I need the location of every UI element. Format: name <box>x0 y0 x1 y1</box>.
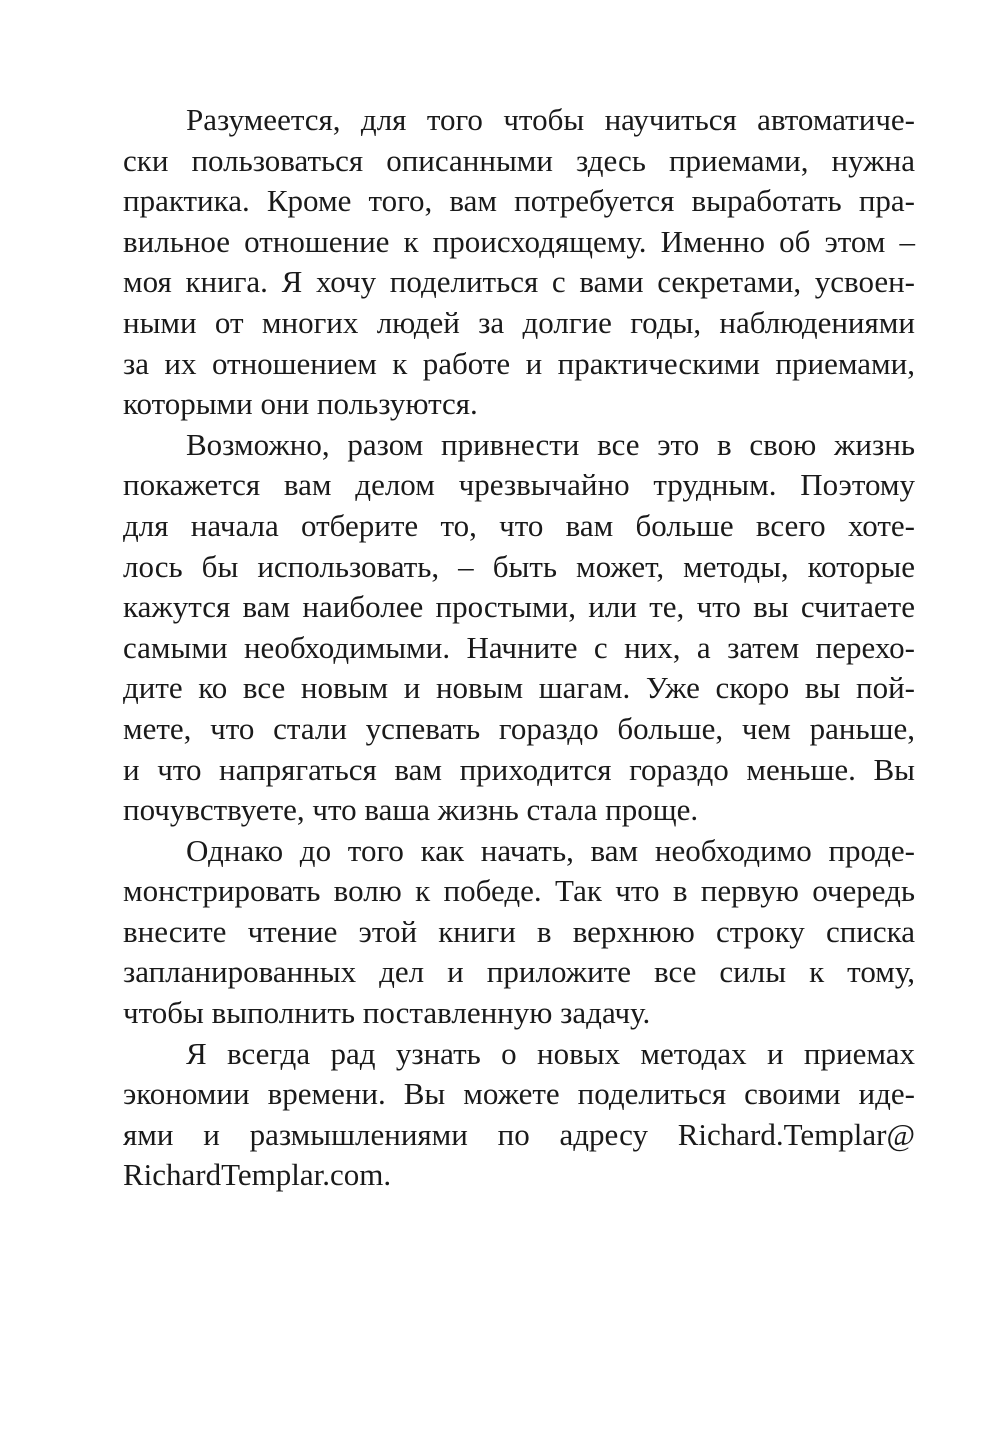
text-line: RichardTemplar.com. <box>123 1157 392 1193</box>
text-line: ски пользоваться описанными здесь приемами, нужна <box>123 142 915 178</box>
text-line: экономии времени. Вы можете поделиться своими иде- <box>123 1076 915 1112</box>
text-line: ями и размышлениями по адресу Richard.Templar@ <box>123 1116 915 1152</box>
text-line: Однако до того как начать, вам необходимо проде- <box>186 832 915 868</box>
text-line: за их отношением к работе и практическими приемами, <box>123 345 915 381</box>
text-line: самыми необходимыми. Начните с них, а затем перехо- <box>123 629 915 665</box>
text-line: Я всегда рад узнать о новых методах и приемах <box>186 1035 915 1071</box>
text-line: вильное отношение к происходящему. Именно об этом – <box>123 223 915 259</box>
paragraph <box>123 100 915 425</box>
paragraph <box>123 425 915 831</box>
text-line: практика. Кроме того, вам потребуется выработать пра- <box>123 183 915 219</box>
paragraph <box>123 1034 915 1196</box>
text-line: которыми они пользуются. <box>123 386 478 422</box>
text-line: кажутся вам наиболее простыми, или те, что вы считаете <box>123 589 915 625</box>
text-line: мете, что стали успевать гораздо больше, чем раньше, <box>123 710 915 746</box>
body-text <box>123 100 915 1196</box>
text-line: моя книга. Я хочу поделиться с вами секретами, усвоен- <box>123 264 915 300</box>
text-line: Возможно, разом привнести все это в свою жизнь <box>186 426 915 462</box>
text-line: чтобы выполнить поставленную задачу. <box>123 995 651 1031</box>
text-line: монстрировать волю к победе. Так что в первую очередь <box>123 873 915 909</box>
text-line: почувствуете, что ваша жизнь стала проще. <box>123 792 699 828</box>
text-line: запланированных дел и приложите все силы к тому, <box>123 954 915 990</box>
text-line: лось бы использовать, – быть может, методы, которые <box>123 548 915 584</box>
text-line: дите ко все новым и новым шагам. Уже скоро вы пой- <box>123 670 915 706</box>
text-line: Разумеется, для того чтобы научиться автоматиче- <box>186 102 915 137</box>
text-line: для начала отберите то, что вам больше всего хоте- <box>123 507 915 543</box>
paragraph <box>123 831 915 1034</box>
text-line: и что напрягаться вам приходится гораздо меньше. Вы <box>123 751 915 787</box>
text-line: ными от многих людей за долгие годы, наблюдениями <box>123 304 915 340</box>
text-line: внесите чтение этой книги в верхнюю строку списка <box>123 913 915 949</box>
text-line: покажется вам делом чрезвычайно трудным. Поэтому <box>123 467 915 503</box>
